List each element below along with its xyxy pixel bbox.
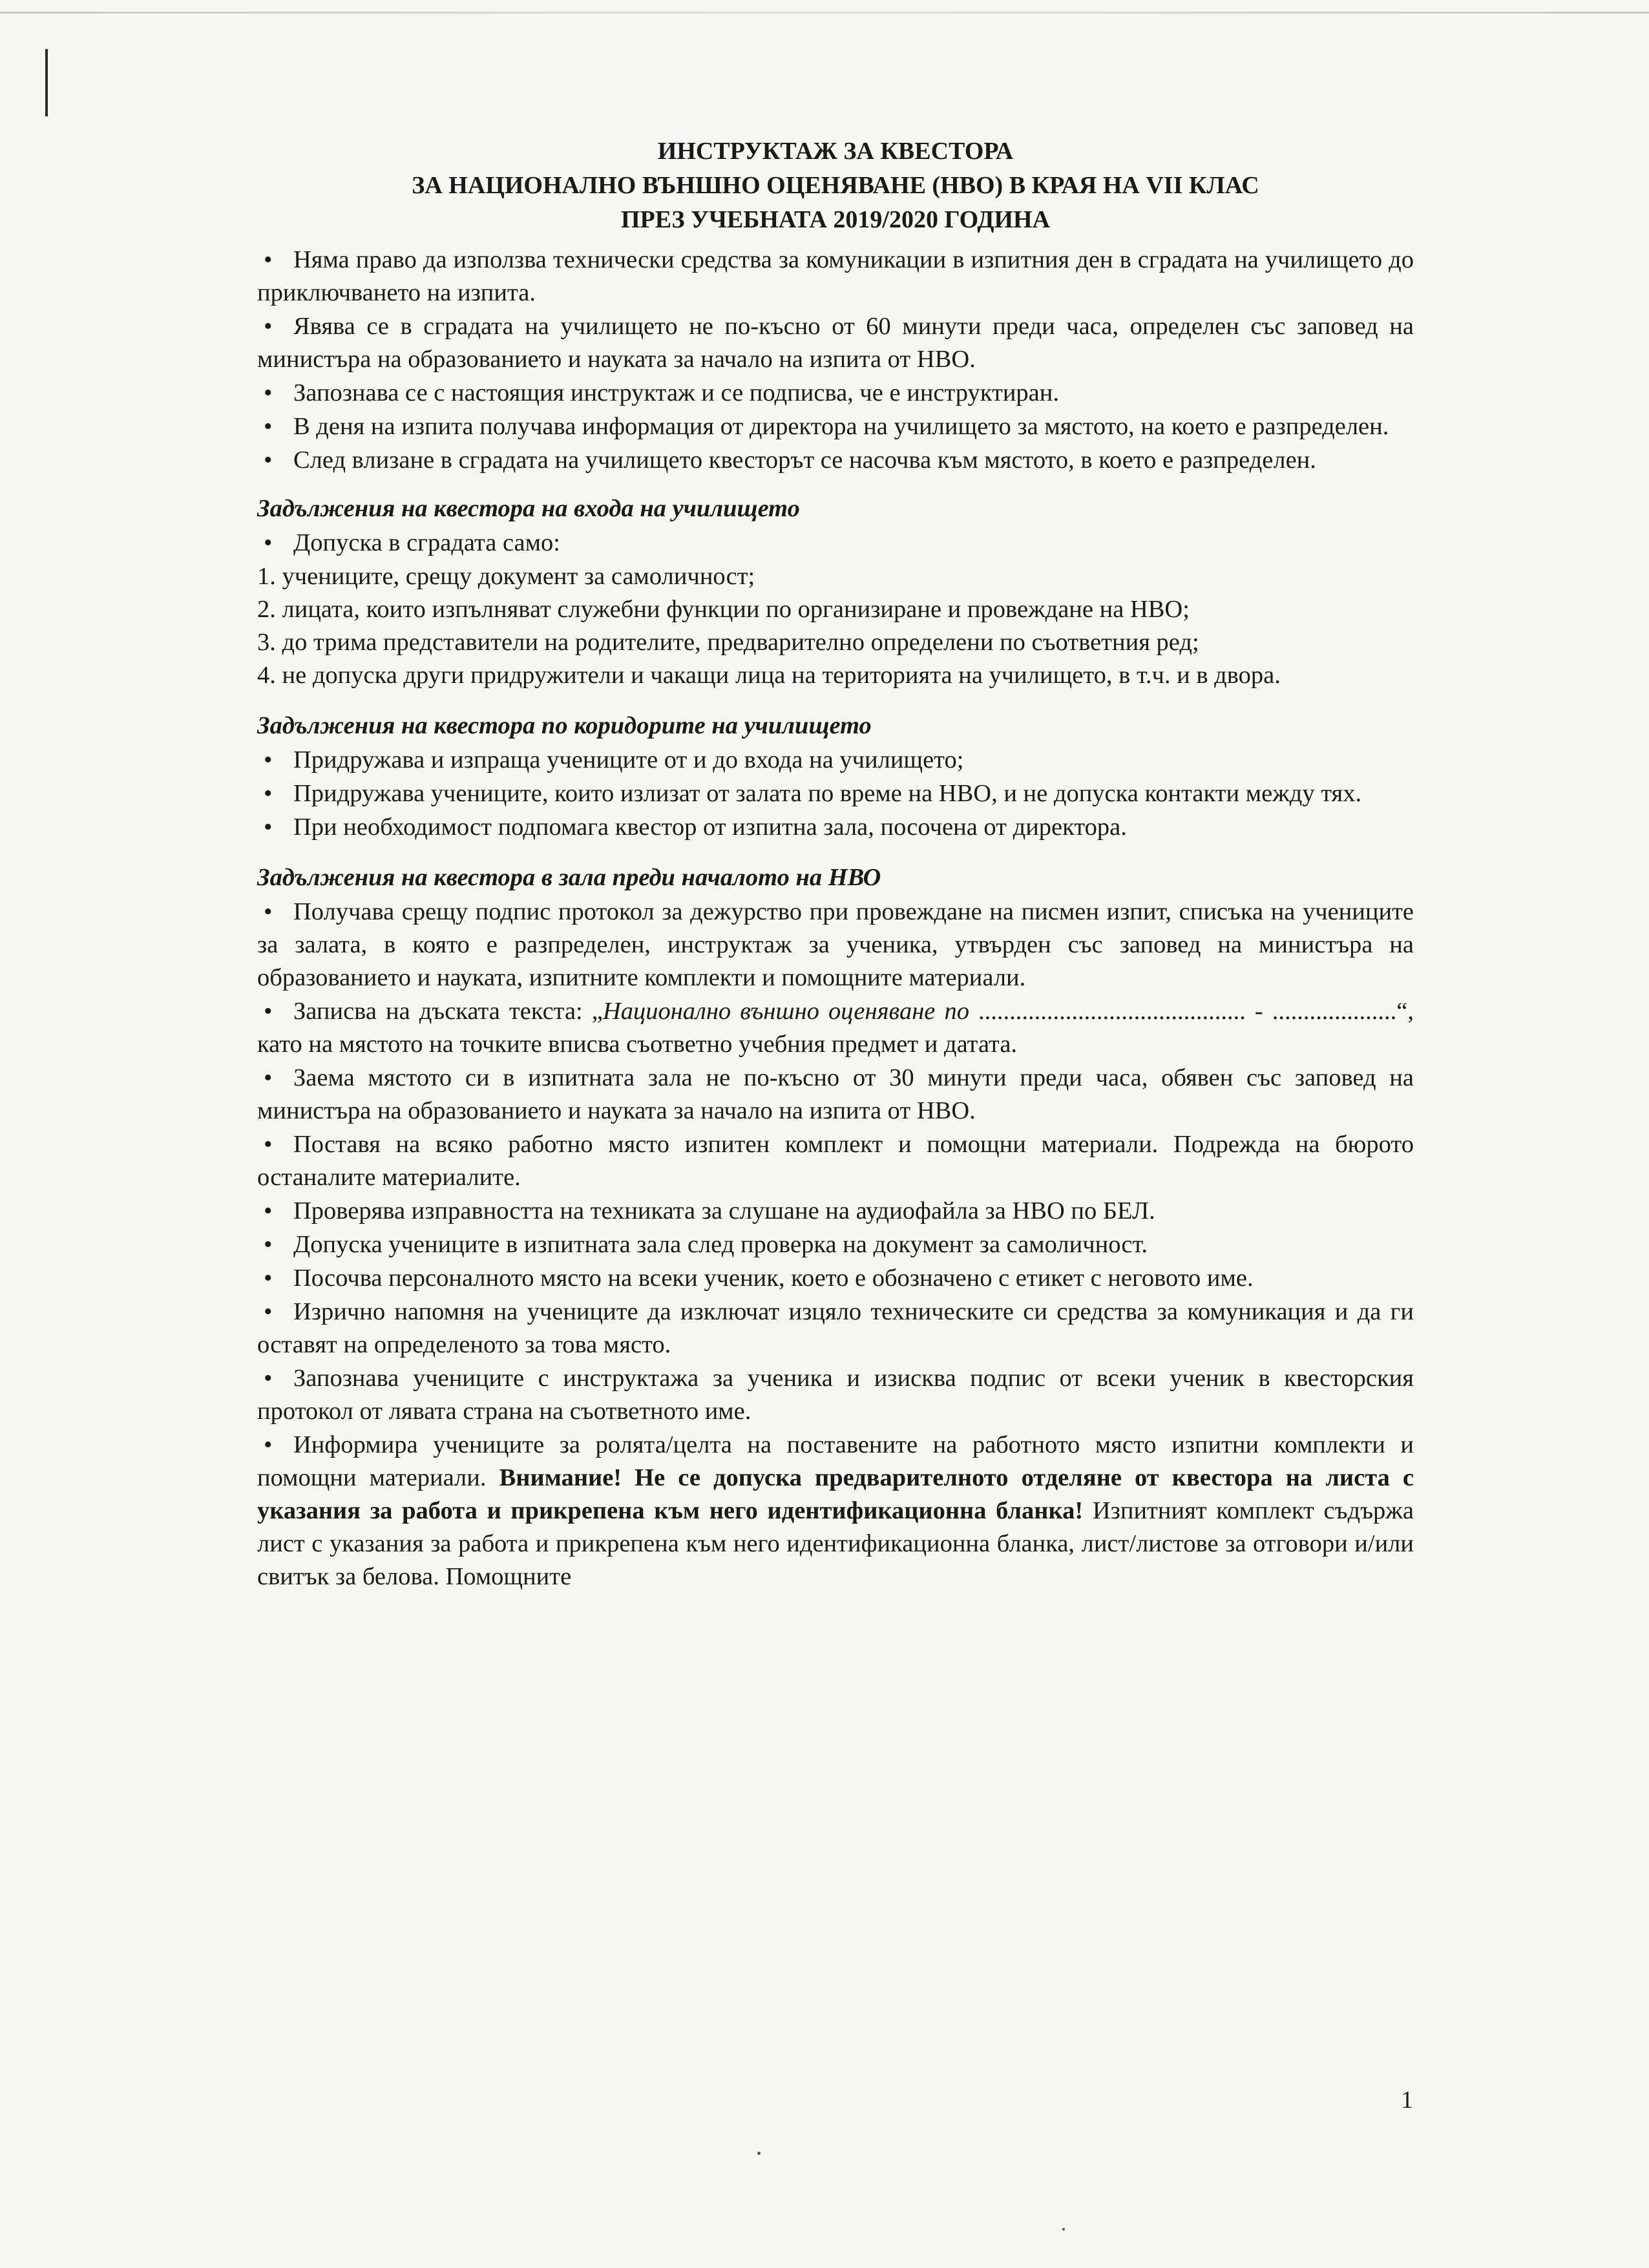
hall-bullet: • Посочва персоналното място на всеки ученик, което е обозначено с етикет с неговото име.: [257, 1262, 1414, 1295]
hall-bullet: • Допуска учениците в изпитната зала след проверка на документ за самоличност.: [257, 1228, 1414, 1261]
hall-bullet: • Проверява изправността на техниката за слушане на аудиофайла за НВО по БЕЛ.: [257, 1195, 1414, 1228]
title-line-2: ЗА НАЦИОНАЛНО ВЪНШНО ОЦЕНЯВАНЕ (НВО) В КРАЯ НА VII КЛАС: [412, 172, 1259, 199]
title-line-1: ИНСТРУКТАЖ ЗА КВЕСТОРА: [657, 138, 1014, 165]
hall-bullet: • Поставя на всяко работно място изпитен комплект и помощни материали. Подрежда на бюрото останалите материалите.: [257, 1128, 1414, 1194]
hall-bullet-board-text: [257, 995, 1414, 1061]
hall-bullet: • Изрично напомня на учениците да изключат изцяло техническите си средства за комуникация и да ги оставят на определеното за това място.: [257, 1296, 1414, 1361]
hall-bullet: • Запознава учениците с инструктажа за ученика и изисква подпис от всеки ученик в квесторския протокол от лявата страна на съответното име.: [257, 1362, 1414, 1428]
intro-bullet: • Явява се в сградата на училището не по-късно от 60 минути преди часа, определен със заповед на министъра на образованието и науката за начало на изпита от НВО.: [257, 310, 1414, 376]
scan-speck: [1062, 2228, 1065, 2231]
corridor-bullet: • Придружава и изпраща учениците от и до входа на училището;: [257, 744, 1414, 777]
board-text-prefix: Записва на дъската текста: „: [293, 998, 603, 1025]
section-heading-entrance: Задължения на квестора на входа на училището: [257, 495, 800, 522]
hall-bullet: • Заема мястото си в изпитната зала не по-късно от 30 минути преди часа, обявен със заповед на министъра на образованието и науката за начало на изпита от НВО.: [257, 1062, 1414, 1128]
hall-bullet: • Получава срещу подпис протокол за дежурство при провеждане на писмен изпит, списъка на учениците за залата, в която е разпределен, инструктаж за ученика, утвърден със заповед на министъра на образованието и науката, изпитните комплекти и помощните материали.: [257, 896, 1414, 994]
corridor-bullet: • Придружава учениците, които излизат от залата по време на НВО, и не допуска контакти между тях.: [257, 777, 1414, 810]
binder-mark: [45, 49, 48, 116]
entrance-item: 4. не допуска други придружители и чакащи лица на територията на училището, в т.ч. и в двора.: [257, 662, 1281, 689]
section-heading-hall: Задължения на квестора в зала преди началото на НВО: [257, 864, 881, 891]
section-heading-corridors: Задължения на квестора по коридорите на училището: [257, 712, 872, 739]
document-title: [257, 134, 1414, 237]
document-body: [257, 134, 1414, 1594]
scan-speck: [757, 2152, 761, 2155]
hall-bullet-warning: [257, 1429, 1414, 1593]
entrance-item: 3. до трима представители на родителите, предварително определени по съответния ред;: [257, 629, 1199, 656]
intro-bullet: • След влизане в сградата на училището квесторът се насочва към мястото, в което е разпределен.: [257, 444, 1414, 477]
board-text-italic: Национално външно оценяване по: [602, 998, 969, 1025]
intro-bullet: • Запознава се с настоящия инструктаж и се подписва, че е инструктиран.: [257, 377, 1414, 410]
page-number: 1: [1401, 2086, 1413, 2114]
entrance-item: 2. лицата, които изпълняват служебни функции по организиране и провеждане на НВО;: [257, 596, 1190, 623]
intro-list: [257, 244, 1414, 477]
corridor-bullet: • При необходимост подпомага квестор от изпитна зала, посочена от директора.: [257, 811, 1414, 844]
entrance-bullet: • Допуска в сградата само:: [257, 527, 1414, 560]
title-line-3: ПРЕЗ УЧЕБНАТА 2019/2020 ГОДИНА: [620, 206, 1051, 233]
entrance-item: 1. учениците, срещу документ за самоличност;: [257, 563, 755, 590]
warning-pre: Информира учениците за ролята/целта на поставените на работното място изпитни комплекти и помощни материали.: [257, 1431, 1414, 1491]
scan-top-edge: [0, 12, 1649, 14]
intro-bullet: • Няма право да използва технически средства за комуникации в изпитния ден в сградата на училището до приключването на изпита.: [257, 244, 1414, 310]
warning-post: Изпитният комплект съдържа лист с указания за работа и прикрепена към него идентификационна бланка, лист/листове за отговори и/или свитък за белова. Помощните: [257, 1497, 1414, 1590]
warning-bold: Внимание! Не се допуска предварителното отделяне от квестора на листа с указания за работа и прикрепена към него идентификационна бланка!: [257, 1464, 1414, 1524]
board-text-suffix: ........................................... - ....................“, като на мястото на точките вписва съответно учебния предмет и датата.: [257, 998, 1414, 1058]
intro-bullet: • В деня на изпита получава информация от директора на училището за мястото, на което е разпределен.: [257, 410, 1414, 443]
